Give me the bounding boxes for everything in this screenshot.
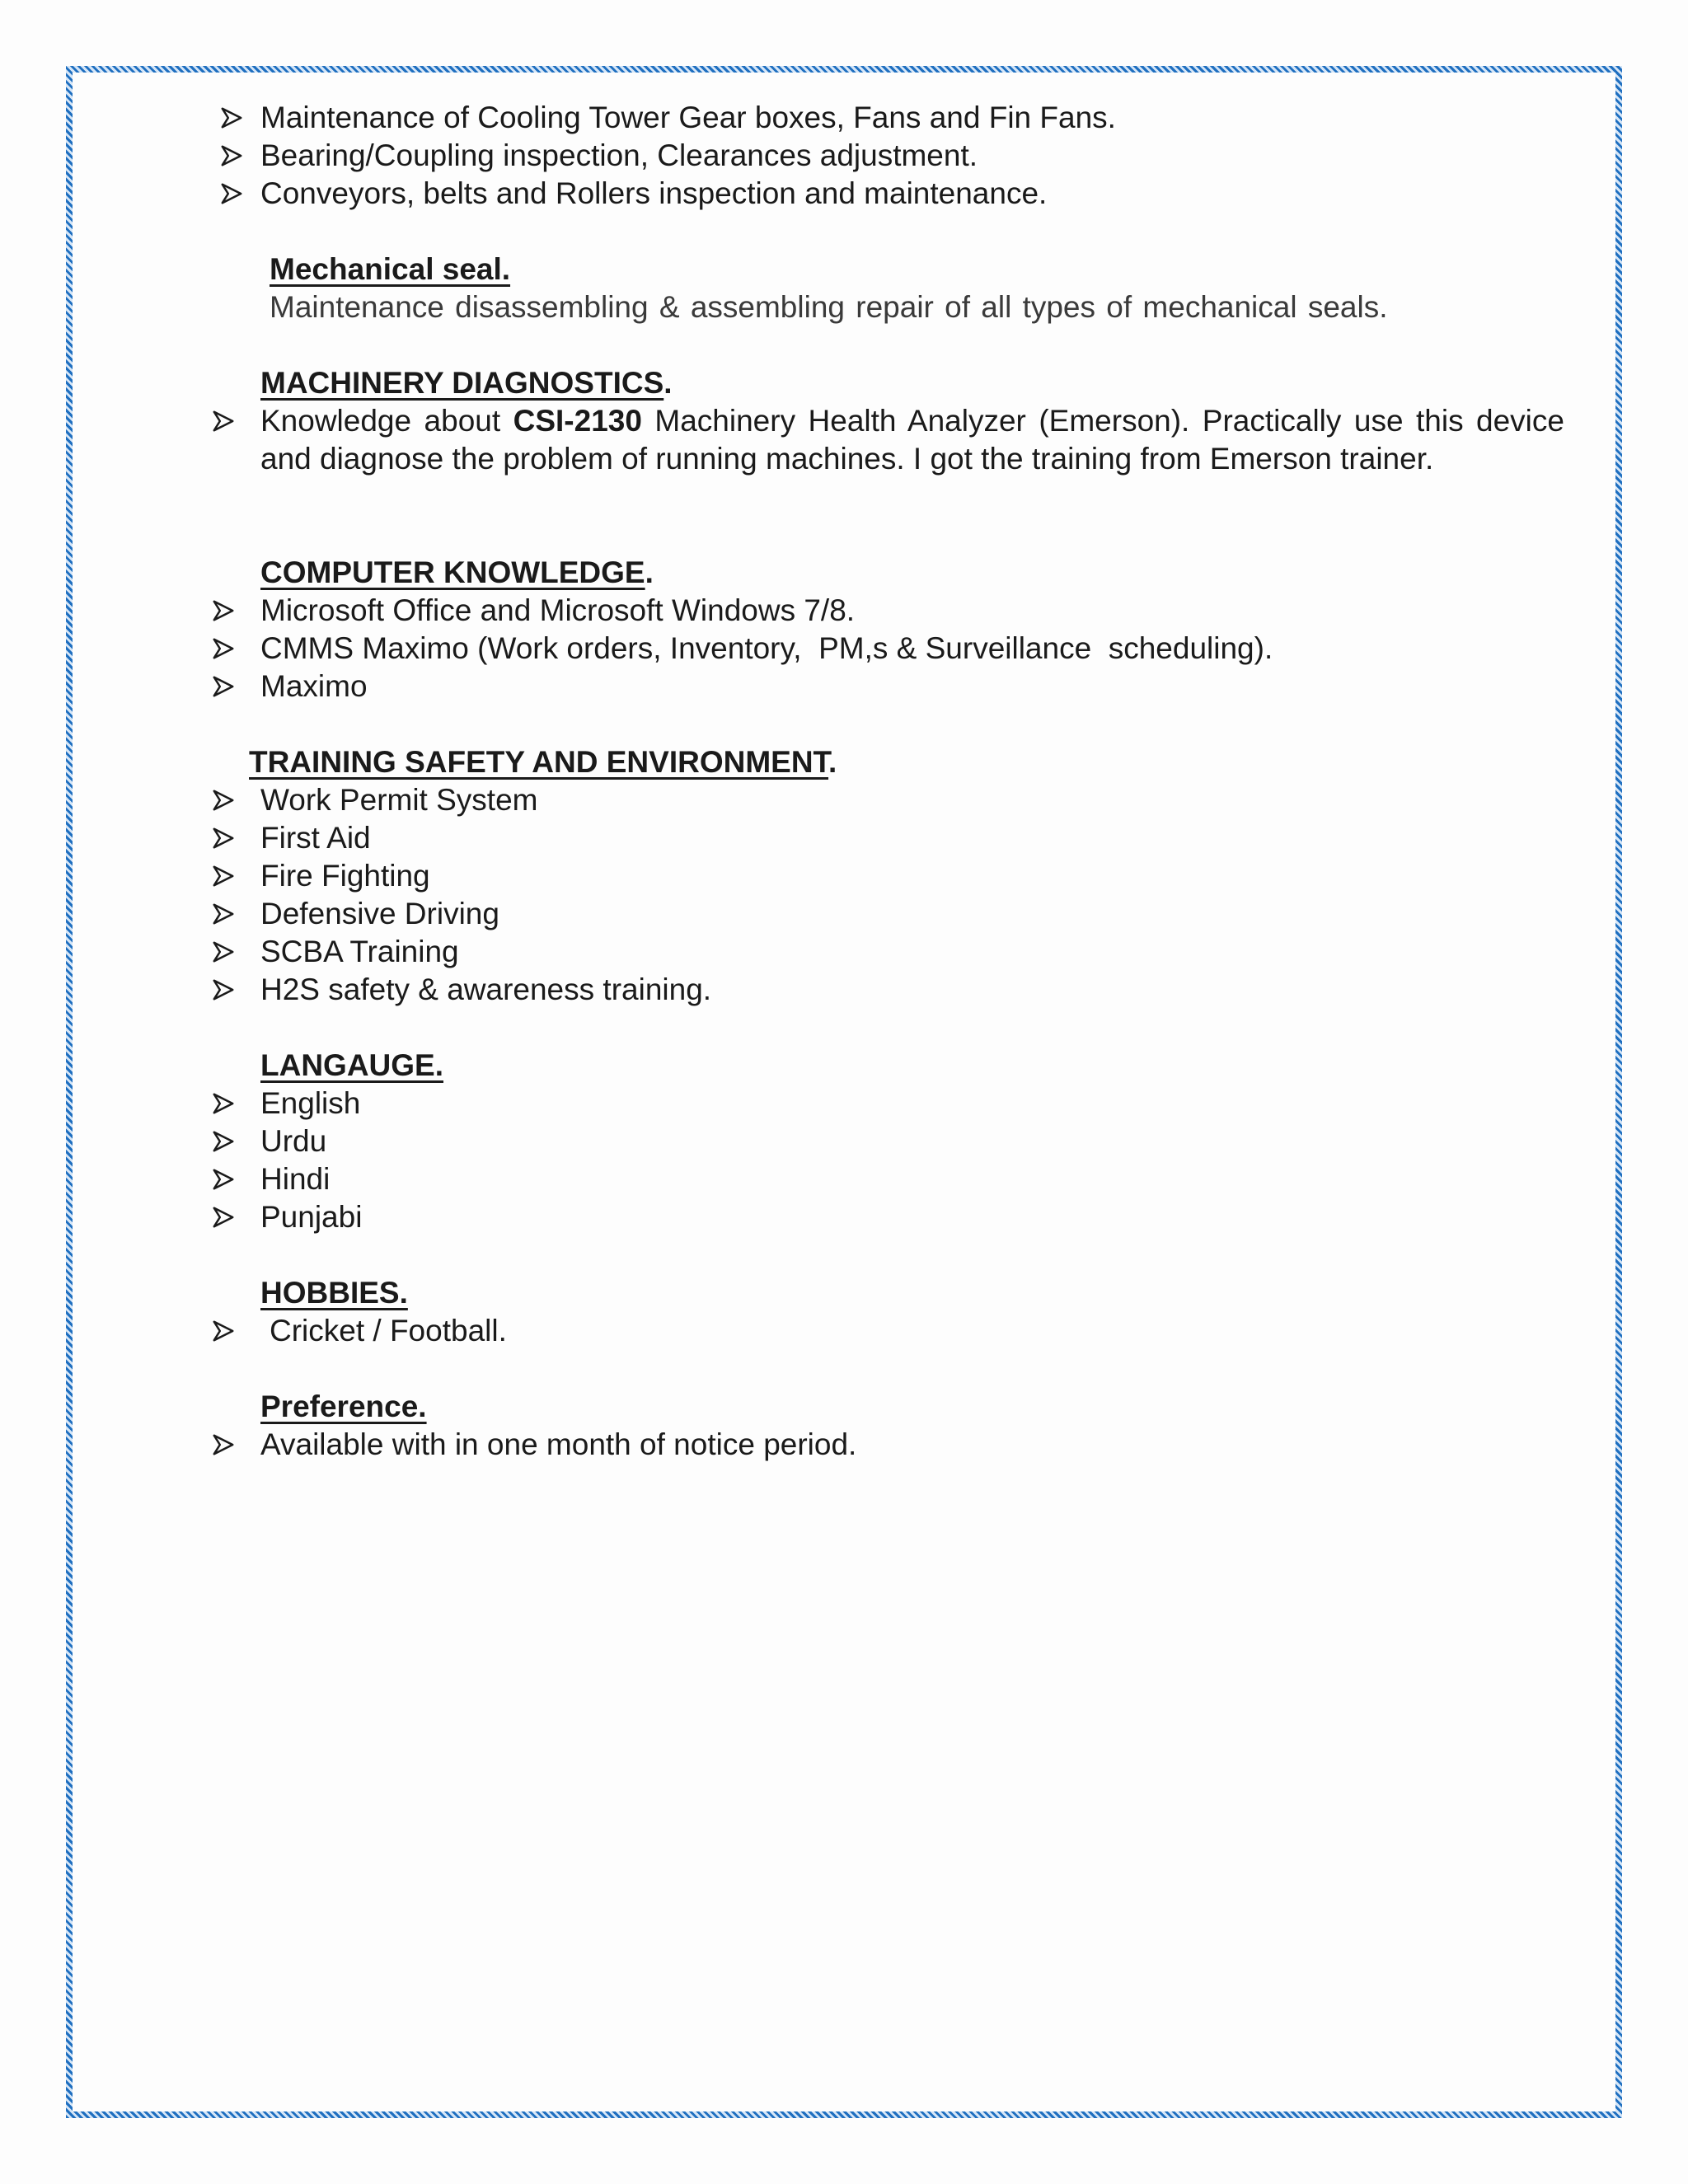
preference-heading: Preference. bbox=[260, 1390, 427, 1423]
training-safety-heading: TRAINING SAFETY AND ENVIRONMENT. bbox=[249, 745, 837, 779]
list-item: Punjabi bbox=[260, 1200, 363, 1234]
computer-knowledge-heading: COMPUTER KNOWLEDGE. bbox=[260, 555, 654, 589]
list-item: Work Permit System bbox=[260, 783, 538, 817]
arrowhead-bullet-icon bbox=[211, 781, 236, 819]
arrowhead-bullet-icon bbox=[211, 1312, 236, 1350]
list-item: Maximo bbox=[260, 669, 368, 703]
arrowhead-bullet-icon bbox=[211, 895, 236, 933]
arrowhead-bullet-icon bbox=[211, 1426, 236, 1464]
list-item: Fire Fighting bbox=[260, 859, 430, 893]
arrowhead-bullet-icon bbox=[211, 592, 236, 630]
arrowhead-bullet-icon bbox=[211, 1160, 236, 1198]
list-item: Hindi bbox=[260, 1162, 331, 1196]
mechanical-seal-heading: Mechanical seal. bbox=[270, 252, 511, 286]
list-item: Maintenance of Cooling Tower Gear boxes, Fans and Fin Fans. bbox=[260, 101, 1116, 134]
arrowhead-bullet-icon bbox=[211, 668, 236, 705]
list-item: Urdu bbox=[260, 1124, 327, 1158]
arrowhead-bullet-icon bbox=[219, 99, 244, 137]
arrowhead-bullet-icon bbox=[211, 971, 236, 1009]
arrowhead-bullet-icon bbox=[219, 175, 244, 213]
list-item: Defensive Driving bbox=[260, 897, 499, 930]
arrowhead-bullet-icon bbox=[211, 402, 236, 440]
arrowhead-bullet-icon bbox=[211, 933, 236, 971]
list-item: CMMS Maximo (Work orders, Inventory, PM,s & Surveillance scheduling). bbox=[260, 631, 1273, 665]
list-item: English bbox=[260, 1086, 361, 1120]
machinery-diagnostics-heading: MACHINERY DIAGNOSTICS. bbox=[260, 366, 673, 400]
arrowhead-bullet-icon bbox=[211, 1198, 236, 1236]
arrowhead-bullet-icon bbox=[211, 819, 236, 857]
arrowhead-bullet-icon bbox=[211, 1085, 236, 1122]
arrowhead-bullet-icon bbox=[211, 1122, 236, 1160]
arrowhead-bullet-icon bbox=[211, 857, 236, 895]
arrowhead-bullet-icon bbox=[219, 137, 244, 175]
language-heading: LANGAUGE. bbox=[260, 1048, 443, 1082]
list-item: SCBA Training bbox=[260, 935, 459, 968]
list-item: Bearing/Coupling inspection, Clearances adjustment. bbox=[260, 138, 978, 172]
list-item: Conveyors, belts and Rollers inspection and maintenance. bbox=[260, 176, 1048, 210]
list-item: H2S safety & awareness training. bbox=[260, 972, 712, 1006]
list-item: Cricket / Football. bbox=[270, 1314, 507, 1347]
diagnostics-paragraph: Knowledge about CSI-2130 Machinery Health Analyzer (Emerson). Practically use this device and diagnose the problem of running machines. I got the training from Emerson trainer. bbox=[260, 404, 1564, 476]
hobbies-heading: HOBBIES. bbox=[260, 1276, 408, 1310]
mechanical-seal-text: Maintenance disassembling & assembling repair of all types of mechanical seals. bbox=[270, 290, 1388, 324]
list-item: First Aid bbox=[260, 821, 371, 855]
list-item: Microsoft Office and Microsoft Windows 7/8. bbox=[260, 593, 856, 627]
arrowhead-bullet-icon bbox=[211, 630, 236, 668]
list-item: Available with in one month of notice period. bbox=[260, 1427, 857, 1461]
